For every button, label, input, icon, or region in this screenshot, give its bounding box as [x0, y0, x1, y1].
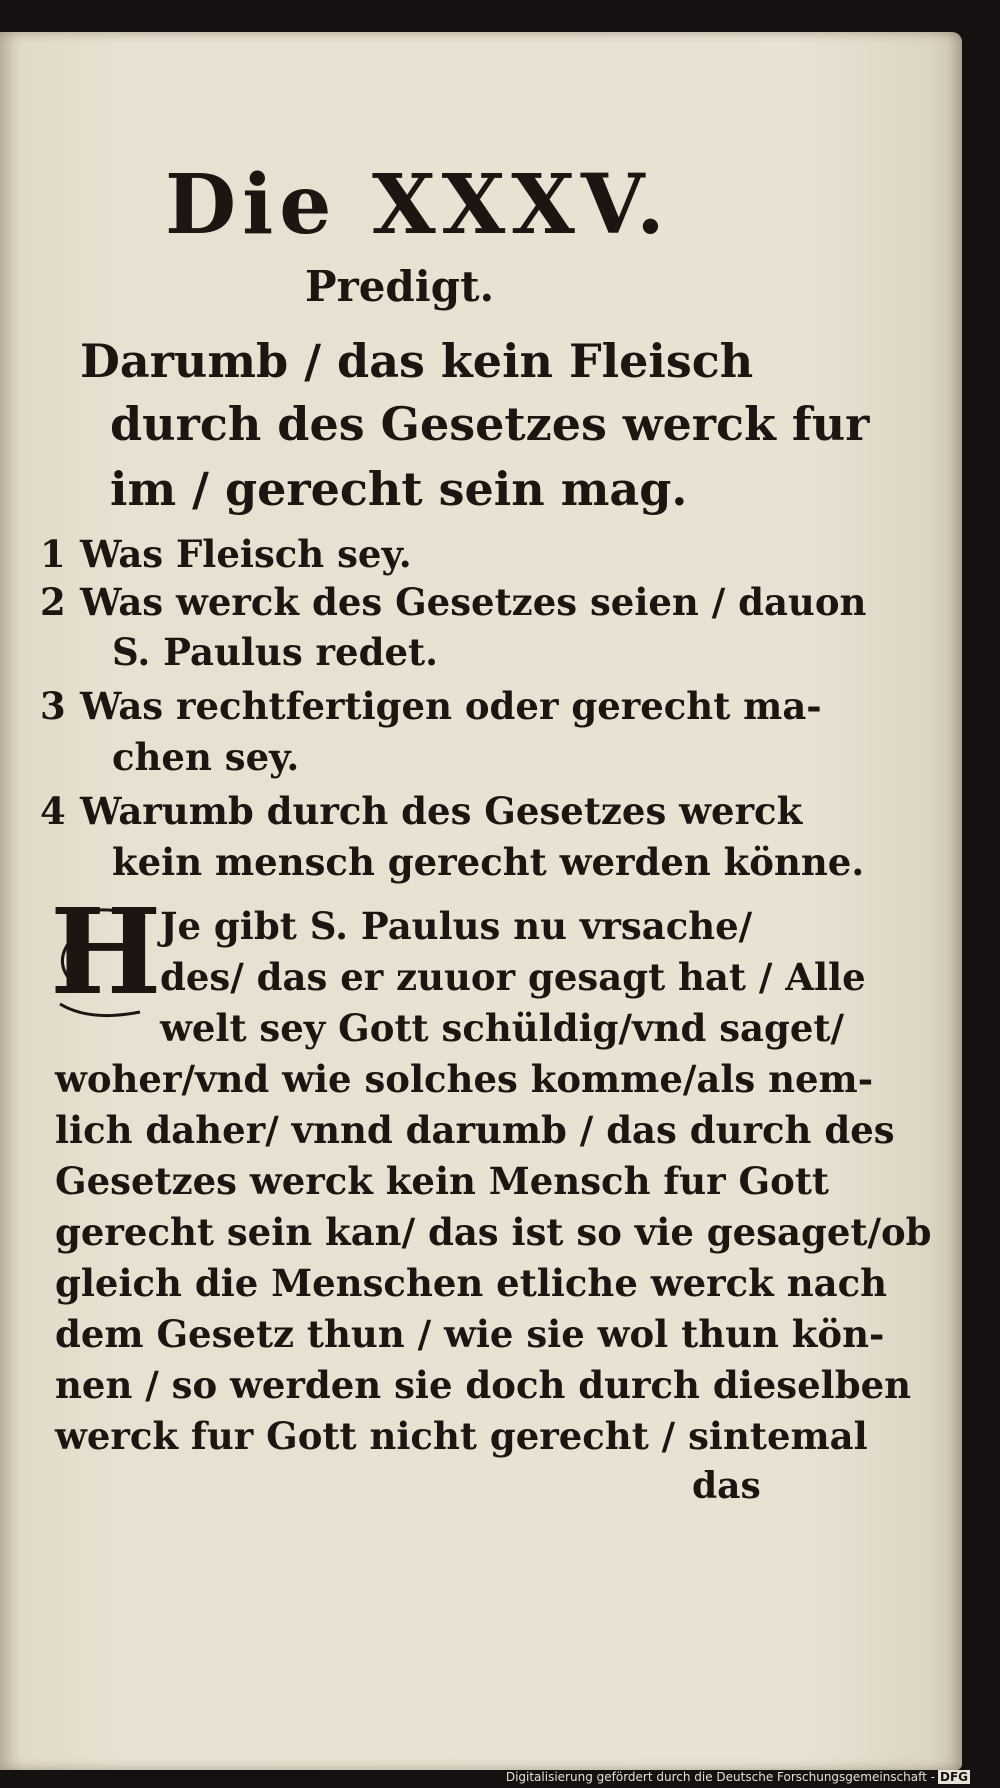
sermon-number-title: Die XXXV.	[165, 157, 671, 253]
body-line: gleich die Menschen etliche werck nach	[55, 1261, 887, 1305]
dfg-logo: DFG	[939, 1770, 968, 1784]
catchword: das	[692, 1465, 761, 1507]
heading-line-3: im / gerecht sein mag.	[110, 462, 688, 516]
body-line: nen / so werden sie doch durch dieselben	[55, 1363, 912, 1407]
list-item-continuation: S. Paulus redet.	[112, 630, 438, 674]
list-item	[40, 532, 412, 576]
heading-line-1: Darumb / das kein Fleisch	[80, 334, 754, 388]
body-line: woher/vnd wie solches komme/als nem-	[55, 1057, 874, 1101]
body-line: Gesetzes werck kein Mensch fur Gott	[55, 1159, 830, 1203]
body-line: gerecht sein kan/ das ist so vie gesaget/ob	[55, 1210, 932, 1254]
list-item	[40, 580, 866, 624]
credit-text: Digitalisierung gefördert durch die Deutsche Forschungsgemeinschaft -	[505, 1770, 935, 1784]
body-line: lich daher/ vnnd darumb / das durch des	[55, 1108, 895, 1152]
list-item-text: Was rechtfertigen oder gerecht ma-	[80, 684, 822, 728]
body-line: dem Gesetz thun / wie sie wol thun kön-	[55, 1312, 885, 1356]
body-line: werck fur Gott nicht gerecht / sintemal	[55, 1414, 868, 1458]
list-item	[40, 789, 802, 833]
body-line: des/ das er zuuor gesagt hat / Alle	[160, 955, 866, 999]
drop-cap-initial: H	[50, 882, 162, 1021]
list-item-number: 2	[40, 580, 66, 624]
list-item-text: Warumb durch des Gesetzes werck	[80, 789, 803, 833]
list-item-number: 1	[40, 532, 66, 576]
list-item-number: 3	[40, 684, 66, 728]
sermon-label: Predigt.	[305, 262, 495, 311]
list-item-text: Was Fleisch sey.	[80, 532, 412, 576]
list-item	[40, 684, 822, 728]
list-item-text: Was werck des Gesetzes seien / dauon	[80, 580, 867, 624]
list-item-continuation: kein mensch gerecht werden könne.	[112, 840, 865, 884]
digitization-credit	[506, 1770, 970, 1784]
book-page	[0, 32, 962, 1770]
body-line: welt sey Gott schüldig/vnd saget/	[160, 1006, 845, 1050]
list-item-number: 4	[40, 789, 66, 833]
body-line: Je gibt S. Paulus nu vrsache/	[160, 904, 753, 948]
heading-line-2: durch des Gesetzes werck fur	[110, 397, 870, 451]
list-item-continuation: chen sey.	[112, 735, 300, 779]
